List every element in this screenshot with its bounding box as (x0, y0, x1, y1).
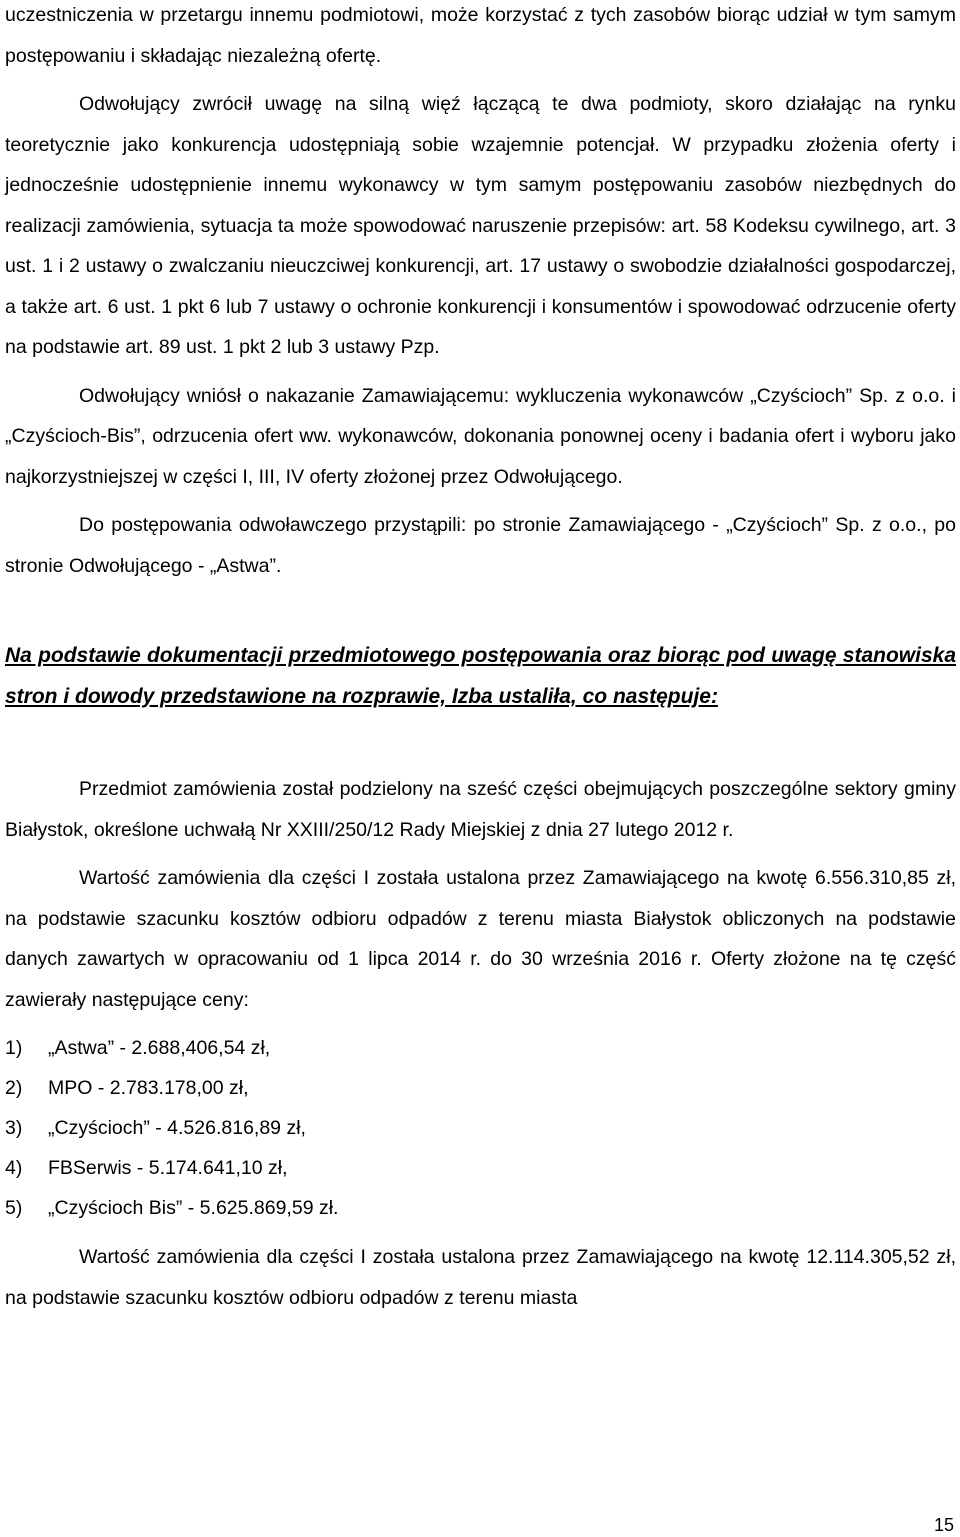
paragraph-continuation: uczestniczenia w przetargu innemu podmiotowi, może korzystać z tych zasobów biorąc udział w tym samym postępowaniu i składając niezależną ofertę. (5, 4, 956, 67)
paragraph-interveners: Do postępowania odwoławczego przystąpili: po stronie Zamawiającego - „Czyścioch” Sp. z o.o., po stronie Odwołującego - „Astwa”. (5, 514, 956, 577)
list-item-number: 5) (5, 1197, 23, 1219)
price-list-item (5, 1188, 956, 1228)
list-item-number: 3) (5, 1117, 23, 1139)
price-list-item (5, 1148, 956, 1188)
paragraph-appellant-request: Odwołujący wniósł o nakazanie Zamawiającemu: wykluczenia wykonawców „Czyścioch” Sp. z o.o. i „Czyścioch-Bis”, odrzucenia ofert ww. wykonawców, dokonania ponownej oceny i badania ofert i wyboru jako najkorzystniejszej w części I, III, IV oferty złożonej przez Odwołującego. (5, 384, 956, 488)
paragraph-order-value-part-1: Wartość zamówienia dla części I została ustalona przez Zamawiającego na kwotę 6.556.310,85 zł, na podstawie szacunku kosztów odbioru odpadów z terenu miasta Białystok obliczonych na podstawie danych zawartych w opracowaniu od 1 lipca 2014 r. do 30 września 2016 r. Oferty złożone na tę część zawierały następujące ceny: (5, 867, 956, 1011)
list-item-number: 4) (5, 1157, 23, 1179)
findings-heading: Na podstawie dokumentacji przedmiotowego postępowania oraz biorąc pod uwagę stanowiska stron i dowody przedstawione na rozprawie, Izba ustaliła, co następuje: (5, 644, 956, 708)
list-item-number: 2) (5, 1077, 23, 1099)
price-list-item (5, 1108, 956, 1148)
paragraph-order-value-closing: Wartość zamówienia dla części I została ustalona przez Zamawiającego na kwotę 12.114.305,52 zł, na podstawie szacunku kosztów odbioru odpadów z terenu miasta (5, 1246, 956, 1309)
page-number: 15 (933, 1515, 954, 1535)
document-page (5, 0, 956, 1318)
list-item-text: „Czyścioch Bis” - 5.625.869,59 zł. (48, 1197, 339, 1219)
list-item-number: 1) (5, 1037, 23, 1059)
paragraph-appellant-argument: Odwołujący zwrócił uwagę na silną więź łączącą te dwa podmioty, skoro działając na rynku teoretycznie jako konkurencja udostępniają sobie wzajemnie potencjał. W przypadku złożenia oferty i jednocześnie udostępnienie innemu wykonawcy w tym samym postępowaniu zasobów niezbędnych do realizacji zamówienia, sytuacja ta może spowodować naruszenie przepisów: art. 58 Kodeksu cywilnego, art. 3 ust. 1 i 2 ustawy o zwalczaniu nieuczciwej konkurencji, art. 17 ustawy o swobodzie działalności gospodarczej, a także art. 6 ust. 1 pkt 6 lub 7 ustawy o ochronie konkurencji i konsumentów i spowodować odrzucenie oferty na podstawie art. 89 ust. 1 pkt 2 lub 3 ustawy Pzp. (5, 93, 956, 358)
list-item-text: „Astwa” - 2.688,406,54 zł, (48, 1037, 271, 1059)
price-list (5, 1028, 956, 1228)
list-item-text: FBSerwis - 5.174.641,10 zł, (48, 1157, 288, 1179)
price-list-item (5, 1028, 956, 1068)
list-item-text: „Czyścioch” - 4.526.816,89 zł, (48, 1117, 306, 1139)
paragraph-subject-of-order: Przedmiot zamówienia został podzielony na sześć części obejmujących poszczególne sektory gminy Białystok, określone uchwałą Nr XXIII/250/12 Rady Miejskiej z dnia 27 lutego 2012 r. (5, 778, 956, 841)
price-list-item (5, 1068, 956, 1108)
list-item-text: MPO - 2.783.178,00 zł, (48, 1077, 249, 1099)
